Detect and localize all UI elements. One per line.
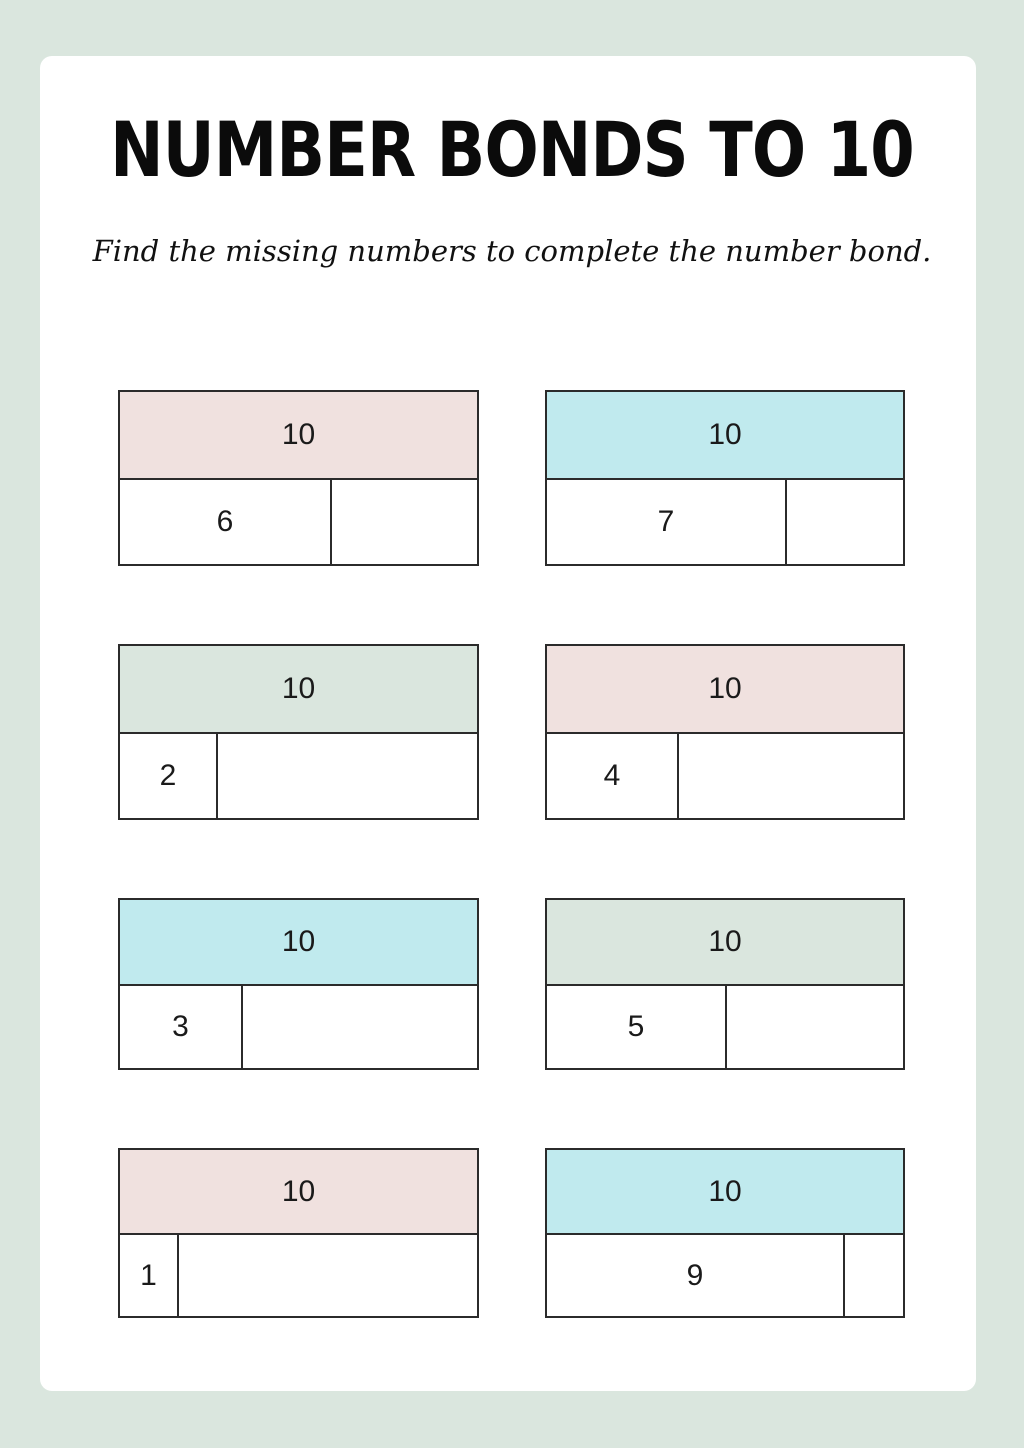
bond-whole: 10 [120,392,477,480]
number-bond-8 [545,1148,905,1318]
bond-whole: 10 [120,646,477,734]
bond-known-part: 9 [547,1235,845,1316]
number-bond-6 [545,898,905,1070]
page-title: NUMBER BONDS TO 10 [110,105,914,194]
bond-whole: 10 [547,392,903,480]
bond-known-part: 5 [547,986,727,1068]
bond-known-part: 4 [547,734,679,818]
number-bond-2 [545,390,905,566]
bond-whole: 10 [120,900,477,986]
number-bond-7 [118,1148,479,1318]
bond-whole: 10 [120,1150,477,1235]
bond-whole: 10 [547,1150,903,1235]
bond-known-part: 7 [547,480,787,564]
bond-known-part: 1 [120,1235,179,1316]
bond-known-part: 3 [120,986,243,1068]
number-bond-4 [545,644,905,820]
instructions: Find the missing numbers to complete the number bond. [92,234,932,268]
bond-whole: 10 [547,646,903,734]
bond-known-part: 6 [120,480,332,564]
number-bond-5 [118,898,479,1070]
number-bond-3 [118,644,479,820]
number-bond-1 [118,390,479,566]
bond-whole: 10 [547,900,903,986]
bond-known-part: 2 [120,734,218,818]
